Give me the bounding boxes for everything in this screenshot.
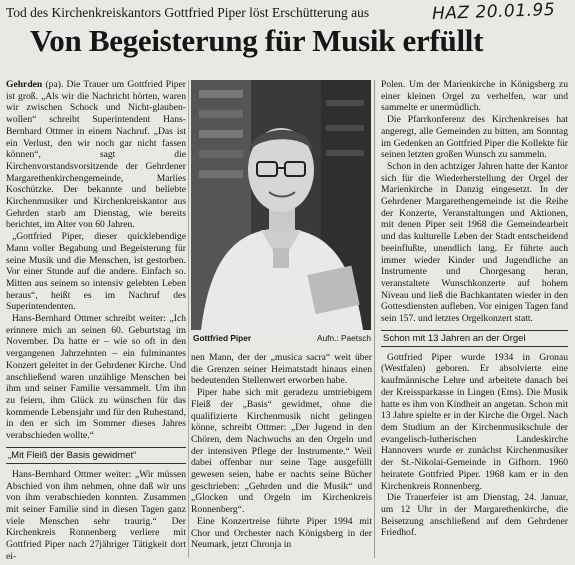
- paragraph: „Gottfried Piper, dieser quicklebendige Mann voller Begabung und Begeisterung für seine Musik und die Menschen, ist gestorben. Vor einer Stunde auf die andere. Einfach so. Mitten aus seinem so intensiv gelebten Leben heraus“, heißt es im Nachruf des Superintendenten.: [6, 231, 186, 313]
- paragraph: Hans-Bernhard Ottmer weiter: „Wir müssen Abschied von ihm nehmen, ohne daß wir uns von ihm verabschieden konnten. Zusammen mit seiner Familie sind in diesen Tagen ganz viele Menschen sehr traurig.“ Der Kirchenkreis Ronnenberg verliere mit Gottfried Piper nach 27jähriger Tätigkeit dort ei-: [6, 468, 186, 562]
- paragraph: Die Trauerfeier ist am Dienstag, 24. Januar, um 12 Uhr in der Margarethenkirche, die Beisetzung anschließend auf dem Gehrdener Friedhof.: [381, 492, 568, 539]
- paragraph: Piper habe sich mit geradezu umtriebigem Fleiß der „Basis“ gewidmet, ohne die qualifizierte Kirchenmusik nicht gelingen könne, schreibt Ottmer: „Der Jugend in den Chören, dem Nachwuchs an den Orgeln und der intensiven Pflege der Instrumente.“ Weil dabei offenbar nur seine Tage ausgefüllt gewesen seien, habe er nachts seine Bücher geschrieben: „Gehrden und die Musik“ und „Glocken und Orgeln im Kirchenkreis Ronnenberg“.: [191, 387, 372, 516]
- article-column-3: [381, 79, 568, 539]
- portrait-photo: [191, 80, 371, 330]
- paragraph: Polen. Um der Marienkirche in Königsberg zu einer kleinen Orgel zu verhelfen, war und sammelte er unermüdlich.: [381, 79, 568, 114]
- subheading: Schon mit 13 Jahren an der Orgel: [381, 330, 568, 347]
- article-column-1: [6, 79, 186, 562]
- paragraph: Eine Konzertreise führte Piper 1994 mit Chor und Orchester nach Königsberg in der Neumark, jetzt Chronja in: [191, 515, 372, 551]
- handwritten-date-stamp: HAZ 20.01.95: [431, 0, 556, 25]
- caption-credit: Aufn.: Paetsch: [317, 333, 371, 343]
- paragraph: Schon in den achtziger Jahren hatte der Kantor sich für die Wiederherstellung der Orgel der Marienkirche in Danzig eingesetzt. In der Gehrdener Margarethengemeinde ist die Reihe der Konzerte, Veranstaltungen und Aktionen, mit denen Piper seit 1968 die Gemeindearbeit und das kulturelle Leben der Stadt entscheidend beeinflußte, unendlich lang. Er führte auch immer wieder Kinder und Jugendliche an Instrumente und Chorgesang heran, veranstaltete Wunschkonzerte auf hohem Niveau und ließ die Bachkantaten wieder in den Gottesdiensten aufleben. Vor einigen Tagen fand sein 157. und letztes Orgelkonzert statt.: [381, 160, 568, 325]
- column-rule-right: [374, 80, 375, 558]
- portrait-illustration: [191, 80, 371, 330]
- kicker-line: Tod des Kirchenkreiskantors Gottfried Piper löst Erschütterung aus: [6, 5, 370, 20]
- caption-name: Gottfried Piper: [193, 333, 252, 343]
- paragraph: Gottfried Piper wurde 1934 in Gronau (Westfalen) geboren. Er absolvierte eine kaufmännische Lehre und arbeitete danach bei der Kreissparkasse in Lingen (Ems). Die Musik hatte es ihm von Kindheit an angetan. Schon mit 13 Jahre spielte er in der Kirche die Orgel. Nach dem Studium an der Kirchenmusikschule der evangelisch-lutherischen Landeskirche Hannovers wurde er zunächst Kirchenmusiker der St.-Nikolai-Gemeinde in Gifhorn. 1960 heiratete Gottfried Piper. 1968 kam er in den Kirchenkreis Ronnenberg.: [381, 351, 568, 492]
- paragraph: Die Pfarrkonferenz des Kirchenkreises hat angeregt, alle Gemeinden zu bitten, am Sonntag im Gedenken an Gottfried Piper die Kollekte für seinen letzten großen Wunsch zu sammeln.: [381, 114, 568, 161]
- article-column-2: [191, 352, 372, 551]
- paragraph: Hans-Bernhard Ottmer schreibt weiter: „Ich erinnere mich an seinen 60. Geburtstag im November. Da hatte er – wie so oft in den vergangenen Jahrzehnten – ein fulminantes Konzert geleitet in der Gehrdener Kirche. Und anschließend waren unzählige Menschen bei ihm und seiner Familie versammelt. Um ihn zu feiern, ihm Glück zu wünschen für das kommende Lebensjahr und für den Ruhestand, in den er sich im Sommer dieses Jahres verabschieden wollte.“: [6, 313, 186, 442]
- subheading: „Mit Fleiß der Basis gewidmet“: [6, 447, 186, 464]
- paragraph: Gehrden (pa). Die Trauer um Gottfried Piper ist groß. „Als wir die Nachricht hörten, waren wir zwischen Schock und Nicht-glauben-wollen“ schreibt Superintendent Hans-Bernhard Ottmer in einem Nachruf. „Das ist ein Verlust, den wir noch gar nicht fassen können“, sagt die Kirchenvorstandsvorsitzende der Gehrdener Margarethenkirchengemeinde, Marlies Koschützke. Der bekannte und beliebte Kirchenmusiker und Kirchenkreiskantor aus Gehrden starb am Dienstag, wie bereits berichtet, im Alter von 60 Jahren.: [6, 79, 186, 231]
- column-rule-left: [188, 80, 189, 558]
- dateline: Gehrden: [6, 79, 43, 90]
- paragraph: nen Mann, der der „musica sacra“ weit über die Grenzen seiner Heimatstadt hinaus einen bedeutenden Stellenwert erworben habe.: [191, 352, 372, 387]
- photo-caption: [193, 333, 371, 343]
- headline: Von Begeisterung für Musik erfüllt: [30, 23, 484, 58]
